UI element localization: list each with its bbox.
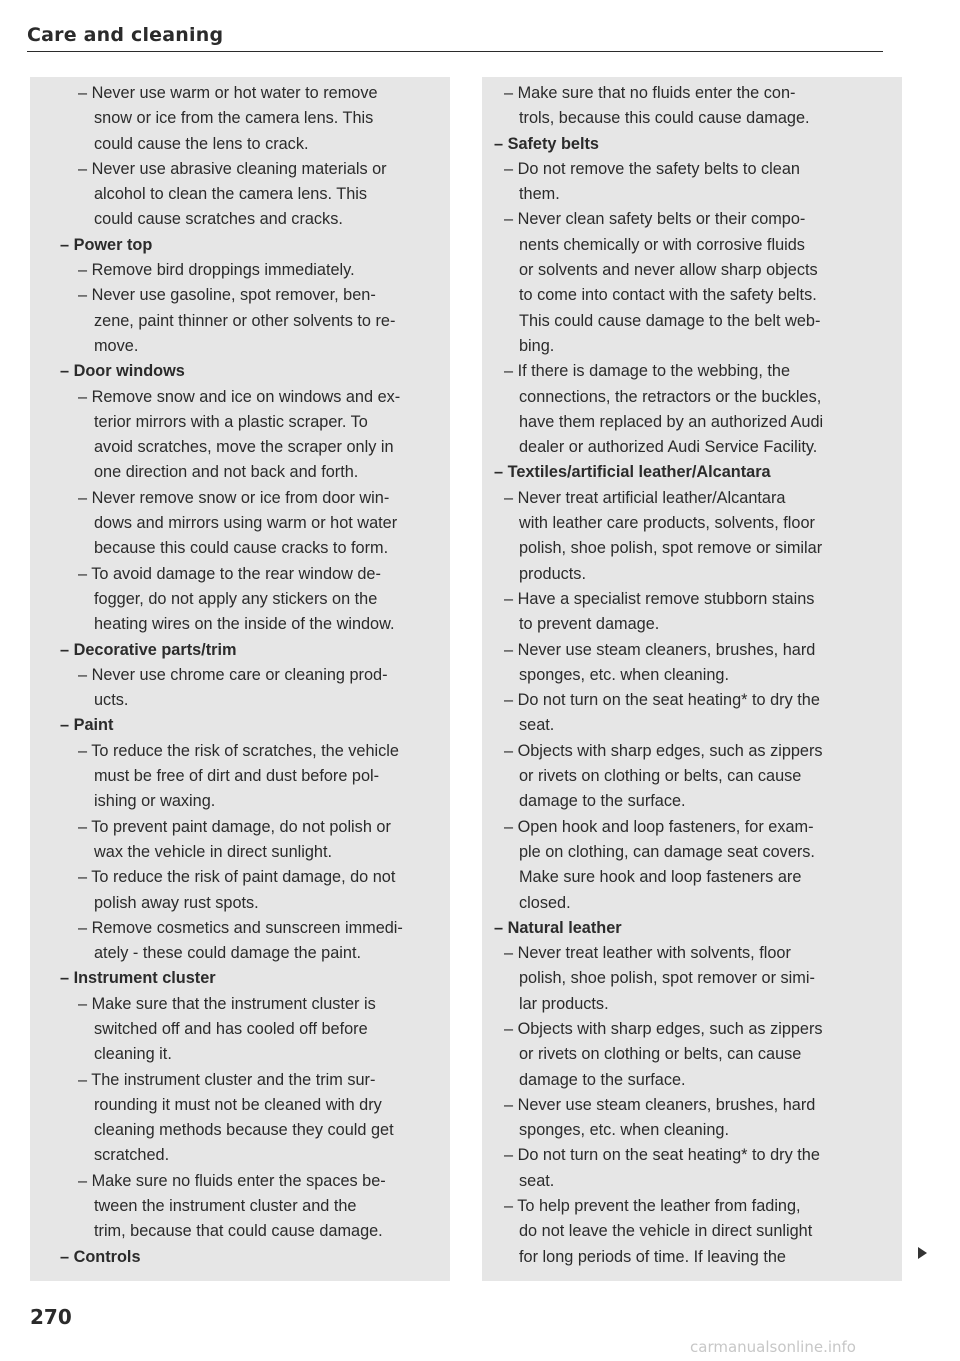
right-column [482,77,902,1281]
text-line: lar products. [519,994,609,1013]
text-line: – Remove snow and ice on windows and ex- [78,387,401,406]
text-line: – Make sure no fluids enter the spaces be- [78,1171,386,1190]
text-line: seat. [519,1171,555,1190]
text-line: must be free of dirt and dust before pol- [94,767,380,786]
text-line: because this could cause cracks to form. [94,539,389,558]
text-line: – Never use gasoline, spot remover, ben- [78,286,376,305]
text-line: tween the instrument cluster and the [94,1197,357,1216]
text-line: – To help prevent the leather from fading, [504,1197,801,1216]
section-header: Care and cleaning [27,24,224,46]
text-line: – Have a specialist remove stubborn stains [504,589,815,608]
text-line: to come into contact with the safety belts. [519,286,817,305]
continue-arrow-icon [918,1247,927,1259]
text-line: have them replaced by an authorized Audi [519,412,824,431]
text-line: zene, paint thinner or other solvents to re- [94,311,396,330]
text-line: dealer or authorized Audi Service Facility. [519,438,818,457]
text-line: fogger, do not apply any stickers on the [94,589,378,608]
text-line: – Never use abrasive cleaning materials or [78,159,387,178]
text-line: ple on clothing, can damage seat covers. [519,842,815,861]
section-heading: – Instrument cluster [60,969,216,988]
text-line: ately - these could damage the paint. [94,944,362,963]
text-line: alcohol to clean the camera lens. This [94,185,368,204]
text-line: closed. [519,893,571,912]
text-line: polish, shoe polish, spot remove or similar [519,539,823,558]
text-line: ishing or waxing. [94,792,216,811]
text-line: – Never remove snow or ice from door win- [78,488,390,507]
text-line: – Remove bird droppings immediately. [78,261,355,280]
text-line: – Open hook and loop fasteners, for exam- [504,817,814,836]
text-line: – If there is damage to the webbing, the [504,362,791,381]
header-rule [27,51,883,52]
text-line: with leather care products, solvents, floor [519,514,815,533]
text-line: ucts. [94,691,129,710]
text-line: seat. [519,716,555,735]
text-line: polish away rust spots. [94,893,259,912]
text-line: – To avoid damage to the rear window de- [78,564,381,583]
text-line: – Never use warm or hot water to remove [78,84,378,102]
text-line: – Never treat leather with solvents, floor [504,944,791,963]
text-line: could cause the lens to crack. [94,134,309,153]
watermark: carmanualsonline.info [690,1338,856,1356]
text-line: polish, shoe polish, spot remover or simi- [519,969,815,988]
text-line: sponges, etc. when cleaning. [519,1121,729,1140]
text-line: – Remove cosmetics and sunscreen immedi- [78,918,403,937]
text-line: This could cause damage to the belt web- [519,311,821,330]
text-line: – Make sure that the instrument cluster is [78,994,376,1013]
text-line: – Never use steam cleaners, brushes, hard [504,640,816,659]
text-line: bing. [519,336,555,355]
text-line: snow or ice from the camera lens. This [94,109,374,128]
text-line: move. [94,336,139,355]
text-line: damage to the surface. [519,1070,686,1089]
section-heading: – Safety belts [494,134,599,153]
section-heading: – Natural leather [494,918,622,937]
text-line: or rivets on clothing or belts, can cause [519,767,802,786]
text-line: – Never use chrome care or cleaning prod- [78,665,388,684]
text-line: scratched. [94,1146,170,1165]
text-line: – Do not turn on the seat heating* to dry the [504,691,820,710]
page-number: 270 [30,1305,72,1329]
text-line: wax the vehicle in direct sunlight. [94,842,333,861]
section-heading: – Power top [60,235,153,254]
section-heading: – Door windows [60,362,185,381]
text-line: cleaning methods because they could get [94,1121,394,1140]
text-line: – Make sure that no fluids enter the con- [504,84,796,102]
left-column [30,77,450,1281]
text-line: for long periods of time. If leaving the [519,1247,786,1266]
text-line: switched off and has cooled off before [94,1019,368,1038]
text-line: – Do not remove the safety belts to clean [504,159,800,178]
text-line: nents chemically or with corrosive fluids [519,235,805,254]
text-line: – Never treat artificial leather/Alcantara [504,488,786,507]
text-line: do not leave the vehicle in direct sunlight [519,1222,813,1241]
text-line: – Do not turn on the seat heating* to dry the [504,1146,820,1165]
text-line: one direction and not back and forth. [94,463,359,482]
text-line: could cause scratches and cracks. [94,210,343,229]
text-line: – To reduce the risk of paint damage, do not [78,868,396,887]
text-line: – To reduce the risk of scratches, the vehicle [78,741,399,760]
text-line: or solvents and never allow sharp objects [519,261,818,280]
text-line: trols, because this could cause damage. [519,109,810,128]
text-line: – Never use steam cleaners, brushes, hard [504,1095,816,1114]
section-heading: – Paint [60,716,114,735]
text-line: – Never clean safety belts or their compo- [504,210,806,229]
text-line: damage to the surface. [519,792,686,811]
text-line: products. [519,564,586,583]
text-line: heating wires on the inside of the window. [94,615,395,634]
text-line: – Objects with sharp edges, such as zippers [504,741,823,760]
text-line: to prevent damage. [519,615,660,634]
text-line: rounding it must not be cleaned with dry [94,1095,382,1114]
text-line: them. [519,185,560,204]
text-line: or rivets on clothing or belts, can cause [519,1045,802,1064]
section-heading: – Controls [60,1247,141,1266]
section-heading: – Textiles/artificial leather/Alcantara [494,463,771,482]
text-line: sponges, etc. when cleaning. [519,665,729,684]
text-line: – To prevent paint damage, do not polish or [78,817,391,836]
text-line: terior mirrors with a plastic scraper. To [94,412,368,431]
text-line: trim, because that could cause damage. [94,1222,383,1241]
text-line: – Objects with sharp edges, such as zippers [504,1019,823,1038]
section-heading: – Decorative parts/trim [60,640,237,659]
text-line: – The instrument cluster and the trim sur- [78,1070,376,1089]
text-line: dows and mirrors using warm or hot water [94,514,398,533]
text-line: cleaning it. [94,1045,172,1064]
text-line: connections, the retractors or the buckles, [519,387,822,406]
text-line: avoid scratches, move the scraper only in [94,438,394,457]
text-line: Make sure hook and loop fasteners are [519,868,802,887]
